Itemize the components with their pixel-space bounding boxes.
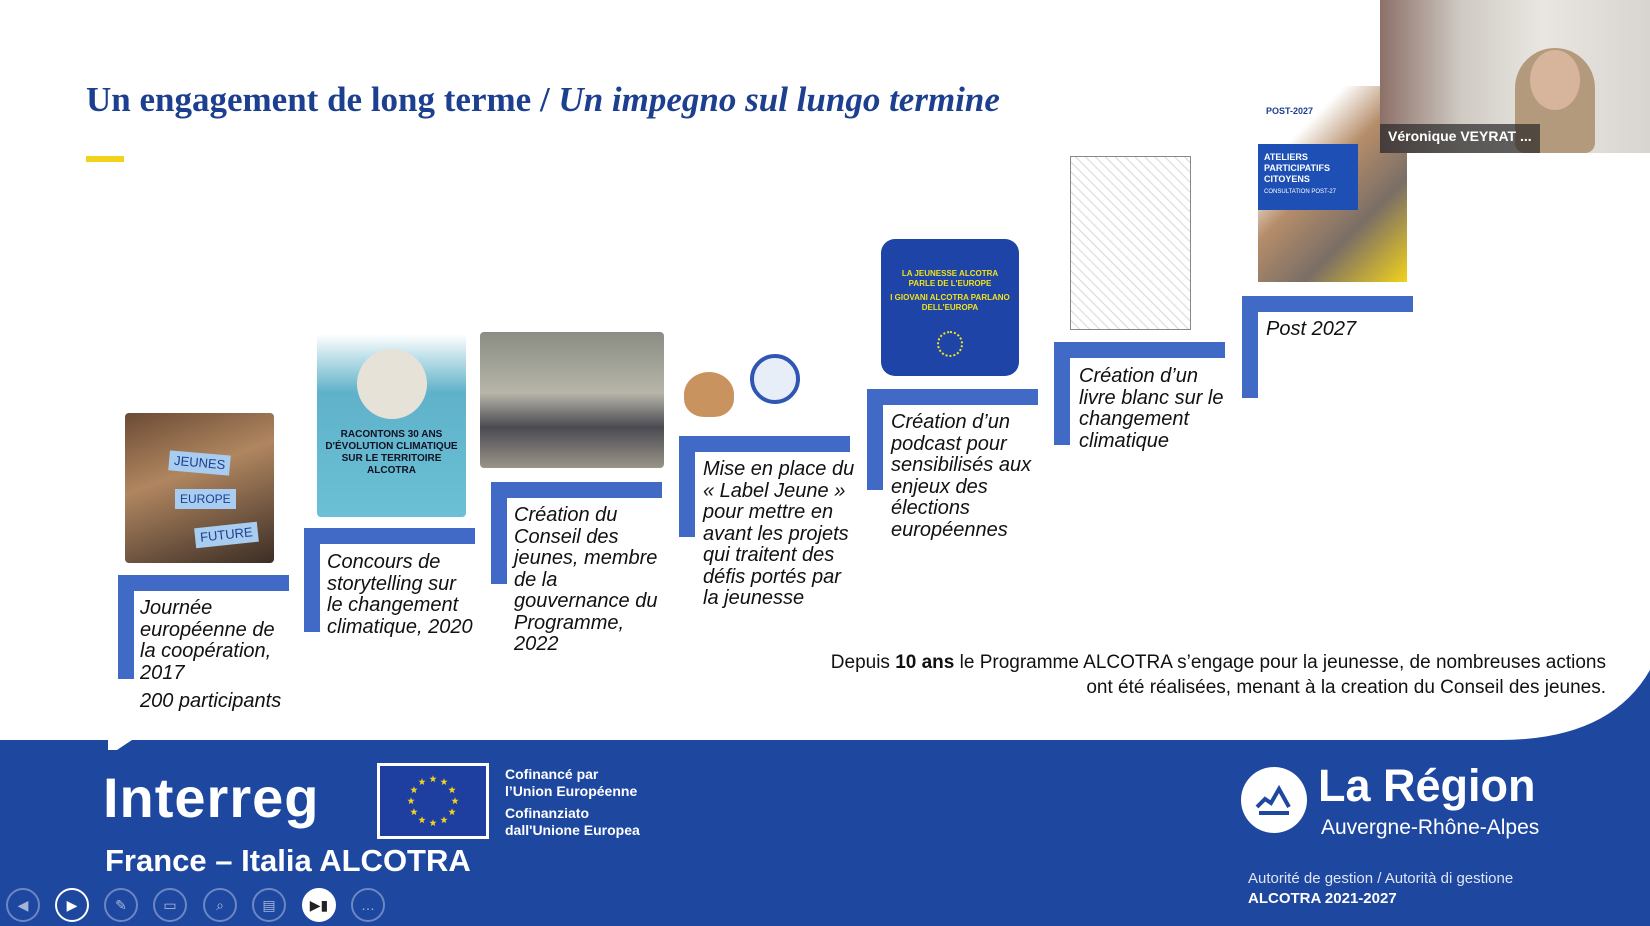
step-1-participants: 200 participants xyxy=(140,690,282,712)
step-1-bar xyxy=(118,575,289,591)
summary-pre: Depuis xyxy=(830,652,896,673)
summary-post: le Programme ALCOTRA s’engage pour la jeunesse, de nombreuses actions ont été réalisées, menant à la creation du Conseil des jeunes. xyxy=(954,652,1606,698)
program-period: ALCOTRA 2021-2027 xyxy=(1248,890,1397,907)
eu-star-icon xyxy=(418,778,425,785)
cofinance-fr: Cofinancé par l’Union Européenne xyxy=(505,766,638,799)
zoom-button[interactable]: ⌕ xyxy=(203,888,237,922)
eu-star-icon xyxy=(451,797,458,804)
title-it: Un impegno sul lungo termine xyxy=(558,80,1000,119)
step-7-bar-vertical xyxy=(1242,296,1258,398)
brochure-title: POST-2027 xyxy=(1266,106,1314,116)
step-5-bar xyxy=(867,389,1038,405)
image-caption: RACONTONS 30 ANS D'ÉVOLUTION CLIMATIQUE SUR LE TERRITOIRE ALCOTRA xyxy=(325,429,458,476)
step-6-text: Création d’un livre blanc sur le changement climatique xyxy=(1079,365,1224,452)
eu-flag-icon xyxy=(377,763,489,839)
eu-star-icon xyxy=(410,808,417,815)
step-5-bar-vertical xyxy=(867,389,883,490)
white-paper-sketch-image xyxy=(1070,156,1191,330)
participant-face xyxy=(1530,50,1580,110)
step-3-text: Création du Conseil des jeunes, membre de la gouvernance du Programme, 2022 xyxy=(514,504,658,655)
managing-authority: Autorité de gestion / Autorità di gestione xyxy=(1248,870,1514,887)
cofinanziato-it: Cofinanziato dall'Unione Europea xyxy=(505,805,640,838)
eu-star-icon xyxy=(410,786,417,793)
eu-star-icon xyxy=(407,797,414,804)
step-4-bar-vertical xyxy=(679,436,695,537)
eu-star-icon xyxy=(418,816,425,823)
eu-stars xyxy=(380,766,486,836)
label-jeune-seal-icon xyxy=(750,354,800,404)
step-4-bar xyxy=(679,436,850,452)
title-underline xyxy=(86,156,124,162)
sign-word: JEUNES xyxy=(168,450,231,475)
eu-star-icon xyxy=(429,819,436,826)
step-7-text: Post 2027 xyxy=(1266,318,1357,340)
slides-grid-button[interactable]: ▭ xyxy=(153,888,187,922)
step-2-bar-vertical xyxy=(304,528,320,632)
eu-star-icon xyxy=(440,816,447,823)
eu-star-icon xyxy=(448,808,455,815)
podcast-title-it: I GIOVANI ALCOTRA PARLANO DELL'EUROPA xyxy=(890,293,1010,312)
stamp-icon xyxy=(684,372,734,417)
slide-title xyxy=(86,80,1000,120)
sign-word: FUTURE xyxy=(194,522,258,548)
summary-bold: 10 ans xyxy=(895,652,955,673)
step-3-bar-vertical xyxy=(491,482,507,584)
eu-star-icon xyxy=(448,786,455,793)
step-3-bar xyxy=(491,482,662,498)
sign-word: EUROPE xyxy=(175,489,236,509)
step-5-text: Création d’un podcast pour sensibilisés aux enjeux des élections européennes xyxy=(891,411,1032,541)
step-6-bar-vertical xyxy=(1054,342,1070,445)
more-options-button[interactable]: … xyxy=(351,888,385,922)
podcast-title-fr: LA JEUNESSE ALCOTRA PARLE DE L'EUROPE xyxy=(901,269,999,288)
title-fr: Un engagement de long terme / xyxy=(86,80,559,119)
brochure-subtitle: CONSULTATION POST-27 xyxy=(1264,189,1337,195)
participant-video-tile[interactable] xyxy=(1380,0,1650,153)
image-graphic xyxy=(357,349,427,419)
step-1-text: Journée européenne de la coopération, 2017 xyxy=(140,597,275,684)
camera-icon[interactable]: ▶▮ xyxy=(302,888,336,922)
step-3-group-photo xyxy=(480,332,664,468)
microphone-icon xyxy=(937,331,963,357)
subtitles-button[interactable]: ▤ xyxy=(252,888,286,922)
brochure-panel xyxy=(1258,144,1358,210)
footer-wave xyxy=(0,640,1650,750)
step-7-bar xyxy=(1242,296,1413,312)
step-1-image xyxy=(125,413,274,563)
eu-star-icon xyxy=(429,775,436,782)
program-name: France – Italia ALCOTRA xyxy=(105,843,471,878)
step-2-bar xyxy=(304,528,475,544)
step-2-image xyxy=(317,309,466,517)
participant-name: Véronique VEYRAT ... xyxy=(1380,124,1540,153)
step-4-text: Mise en place du « Label Jeune » pour mettre en avant les projets qui traitent des défis portés par la jeunesse xyxy=(703,458,855,609)
previous-slide-button[interactable]: ◀ xyxy=(6,888,40,922)
eu-star-icon xyxy=(440,778,447,785)
step-6-bar xyxy=(1054,342,1225,358)
pen-tool-button[interactable]: ✎ xyxy=(104,888,138,922)
interreg-logo: Interreg xyxy=(103,766,320,829)
la-region-logo-icon xyxy=(1241,767,1307,833)
next-slide-button[interactable]: ▶ xyxy=(55,888,89,922)
brochure-heading: ATELIERS PARTICIPATIFS CITOYENS xyxy=(1264,152,1330,184)
region-subtitle: Auvergne-Rhône-Alpes xyxy=(1321,816,1540,839)
podcast-titles xyxy=(889,269,1011,313)
step-2-text: Concours de storytelling sur le changement climatique, 2020 xyxy=(327,551,473,638)
region-name: La Région xyxy=(1318,760,1536,811)
podcast-cover-image xyxy=(881,239,1019,376)
